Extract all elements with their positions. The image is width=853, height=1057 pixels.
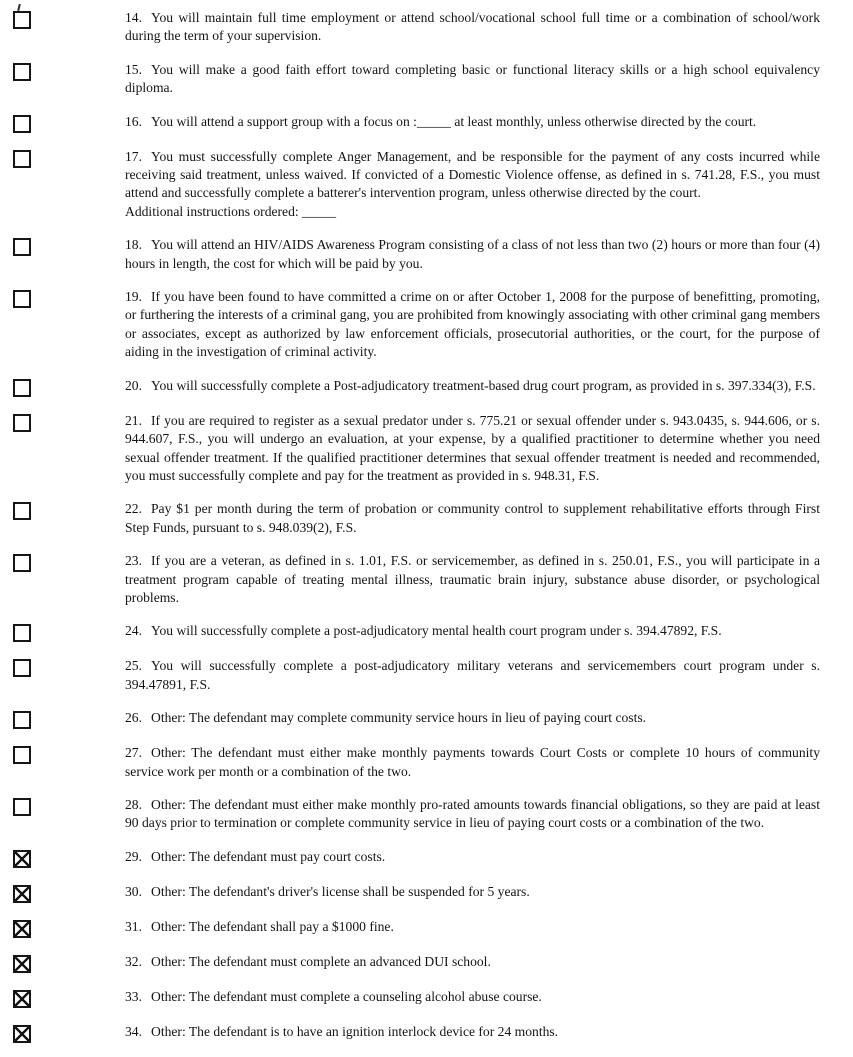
item-text: Other: The defendant is to have an ignition interlock device for 24 months. <box>151 1023 559 1039</box>
condition-text <box>125 9 820 46</box>
condition-row <box>13 657 820 694</box>
condition-text <box>125 236 820 273</box>
condition-checkbox[interactable] <box>13 150 31 168</box>
condition-checkbox[interactable] <box>13 746 31 764</box>
item-text: Pay $1 per month during the term of probation or community control to supplement rehabilitative efforts through First Step Funds, pursuant to s. 948.039(2), F.S. <box>125 501 820 535</box>
condition-checkbox[interactable] <box>13 850 31 868</box>
item-text: Other: The defendant's driver's license shall be suspended for 5 years. <box>151 883 530 899</box>
item-text: Other: The defendant must pay court costs. <box>151 848 386 864</box>
condition-checkbox[interactable] <box>13 379 31 397</box>
item-number: 18. <box>125 237 142 253</box>
item-number: 24. <box>125 623 142 639</box>
item-number: 14. <box>125 10 142 25</box>
condition-text <box>125 148 820 222</box>
checkbox-column <box>13 377 125 397</box>
condition-checkbox[interactable] <box>13 624 31 642</box>
checkbox-column <box>13 848 125 868</box>
checkbox-column <box>13 236 125 256</box>
checkbox-column <box>13 552 125 572</box>
condition-text <box>125 377 820 395</box>
condition-row <box>13 918 820 938</box>
condition-checkbox[interactable] <box>13 659 31 677</box>
checkbox-column <box>13 622 125 642</box>
condition-row <box>13 288 820 362</box>
condition-row <box>13 500 820 537</box>
condition-checkbox[interactable] <box>13 885 31 903</box>
condition-row <box>13 622 820 642</box>
condition-checkbox[interactable] <box>13 955 31 973</box>
condition-row <box>13 1023 820 1043</box>
condition-checkbox[interactable] <box>13 414 31 432</box>
item-text: Other: The defendant shall pay a $1000 fine. <box>151 918 394 934</box>
condition-text <box>125 288 820 362</box>
item-number: 22. <box>125 501 142 517</box>
item-text: If you are a veteran, as defined in s. 1.01, F.S. or servicemember, as defined in s. 250.01, F.S., you will participate in a treatment program capable of treating mental illness, traumatic brain injury, substance abuse disorder, or psychological problems. <box>125 553 820 605</box>
checkbox-column <box>13 9 125 29</box>
condition-row <box>13 848 820 868</box>
item-number: 34. <box>125 1023 142 1039</box>
checkbox-column <box>13 883 125 903</box>
condition-checkbox[interactable] <box>13 290 31 308</box>
checkbox-column <box>13 657 125 677</box>
item-text: If you are required to register as a sexual predator under s. 775.21 or sexual offender under s. 943.0435, s. 944.606, or s. 944.607, F.S., you will undergo an evaluation, at your expense, by a qualified practitioner to determine whether you need sexual offender treatment. If the qualified practitioner determines that sexual offender treatment is needed and recommended, you must successfully complete and pay for the treatment as provided in s. 948.31, F.S. <box>125 412 820 483</box>
condition-row <box>13 377 820 397</box>
condition-text <box>125 988 820 1006</box>
condition-row <box>13 412 820 486</box>
checkbox-column <box>13 148 125 168</box>
checkbox-column <box>13 796 125 816</box>
condition-checkbox[interactable] <box>13 115 31 133</box>
condition-checkbox[interactable] <box>13 502 31 520</box>
item-number: 17. <box>125 148 142 164</box>
item-text: You will make a good faith effort toward completing basic or functional literacy skills or a high school equivalency diploma. <box>125 61 820 96</box>
condition-text <box>125 412 820 486</box>
item-text: Other: The defendant must either make monthly pro-rated amounts towards financial obligations, so they are paid at least 90 days prior to termination or complete community service in lieu of paying court costs or a combination of the two. <box>125 796 820 831</box>
condition-row <box>13 988 820 1008</box>
checkbox-column <box>13 500 125 520</box>
item-number: 21. <box>125 412 142 428</box>
condition-row <box>13 236 820 273</box>
condition-text <box>125 622 820 640</box>
condition-row <box>13 148 820 222</box>
checkbox-column <box>13 412 125 432</box>
checkbox-column <box>13 288 125 308</box>
item-text: You will attend a support group with a focus on :_____ at least monthly, unless otherwise directed by the court. <box>151 113 757 129</box>
item-number: 33. <box>125 988 142 1004</box>
item-text: Other: The defendant must complete a counseling alcohol abuse course. <box>151 988 542 1004</box>
item-number: 29. <box>125 848 142 864</box>
condition-text <box>125 61 820 98</box>
item-text: You will successfully complete a post-adjudicatory military veterans and servicemembers court program under s. 394.47891, F.S. <box>125 658 820 692</box>
checkbox-column <box>13 61 125 81</box>
item-number: 15. <box>125 61 142 77</box>
item-number: 25. <box>125 658 142 674</box>
item-number: 23. <box>125 553 142 569</box>
condition-checkbox[interactable] <box>13 711 31 729</box>
condition-text <box>125 657 820 694</box>
condition-text <box>125 552 820 607</box>
item-text: Other: The defendant must either make monthly payments towards Court Costs or complete 10 hours of community service work per month or a combination of the two. <box>125 745 820 779</box>
checkbox-column <box>13 709 125 729</box>
item-text: If you have been found to have committed a crime on or after October 1, 2008 for the purpose of benefitting, promoting, or furthering the interests of a criminal gang, you are prohibited from knowingly associating with other criminal gang members or associates, except as authorized by law enforcement officials, prosecutorial authorities, or the court, for the purpose of aiding in the investigation of criminal activity. <box>125 289 820 360</box>
checkbox-column <box>13 1023 125 1043</box>
condition-row <box>13 9 820 46</box>
condition-row <box>13 709 820 729</box>
condition-row <box>13 552 820 607</box>
additional-instructions-line: Additional instructions ordered: _____ <box>125 203 337 219</box>
item-number: 32. <box>125 953 142 969</box>
item-text: Other: The defendant may complete community service hours in lieu of paying court costs. <box>151 710 647 726</box>
condition-checkbox[interactable] <box>13 11 31 29</box>
condition-text <box>125 883 820 901</box>
item-text: Other: The defendant must complete an advanced DUI school. <box>151 953 491 969</box>
checkbox-column <box>13 953 125 973</box>
condition-text <box>125 918 820 936</box>
item-text: You will successfully complete a Post-adjudicatory treatment-based drug court program, as provided in s. 397.334(3), F.S. <box>151 377 816 393</box>
item-number: 30. <box>125 883 142 899</box>
condition-row <box>13 953 820 973</box>
condition-checkbox[interactable] <box>13 1025 31 1043</box>
checkbox-column <box>13 113 125 133</box>
item-number: 20. <box>125 377 142 393</box>
item-text: You will attend an HIV/AIDS Awareness Program consisting of a class of not less than two (2) hours or more than four (4) hours in length, the cost for which will be paid by you. <box>125 237 820 271</box>
item-text: You will maintain full time employment or attend school/vocational school full time or a combination of school/work during the term of your supervision. <box>125 10 820 44</box>
checkbox-column <box>13 988 125 1008</box>
condition-row <box>13 744 820 781</box>
condition-row <box>13 883 820 903</box>
condition-text <box>125 796 820 833</box>
condition-checkbox[interactable] <box>13 920 31 938</box>
item-number: 27. <box>125 745 142 761</box>
condition-row <box>13 113 820 133</box>
condition-text <box>125 500 820 537</box>
condition-row <box>13 796 820 833</box>
condition-checkbox[interactable] <box>13 63 31 81</box>
condition-text <box>125 953 820 971</box>
conditions-list <box>13 9 820 1043</box>
condition-checkbox[interactable] <box>13 990 31 1008</box>
checkbox-column <box>13 744 125 764</box>
item-number: 31. <box>125 918 142 934</box>
item-number: 28. <box>125 796 142 812</box>
checkbox-column <box>13 918 125 938</box>
condition-checkbox[interactable] <box>13 554 31 572</box>
condition-checkbox[interactable] <box>13 798 31 816</box>
item-text: You must successfully complete Anger Management, and be responsible for the payment of any costs incurred while receiving said treatment, unless waived. If convicted of a Domestic Violence offense, as defined in s. 741.28, F.S., you must attend and successfully complete a batterer's intervention program, unless otherwise directed by the court. <box>125 148 820 201</box>
condition-text <box>125 113 820 131</box>
item-number: 19. <box>125 289 142 305</box>
item-number: 16. <box>125 113 142 129</box>
item-text: You will successfully complete a post-adjudicatory mental health court program under s. 394.47892, F.S. <box>151 623 722 639</box>
condition-text <box>125 744 820 781</box>
condition-text <box>125 1023 820 1041</box>
condition-text <box>125 848 820 866</box>
condition-row <box>13 61 820 98</box>
condition-checkbox[interactable] <box>13 238 31 256</box>
condition-text <box>125 709 820 727</box>
item-number: 26. <box>125 710 142 726</box>
